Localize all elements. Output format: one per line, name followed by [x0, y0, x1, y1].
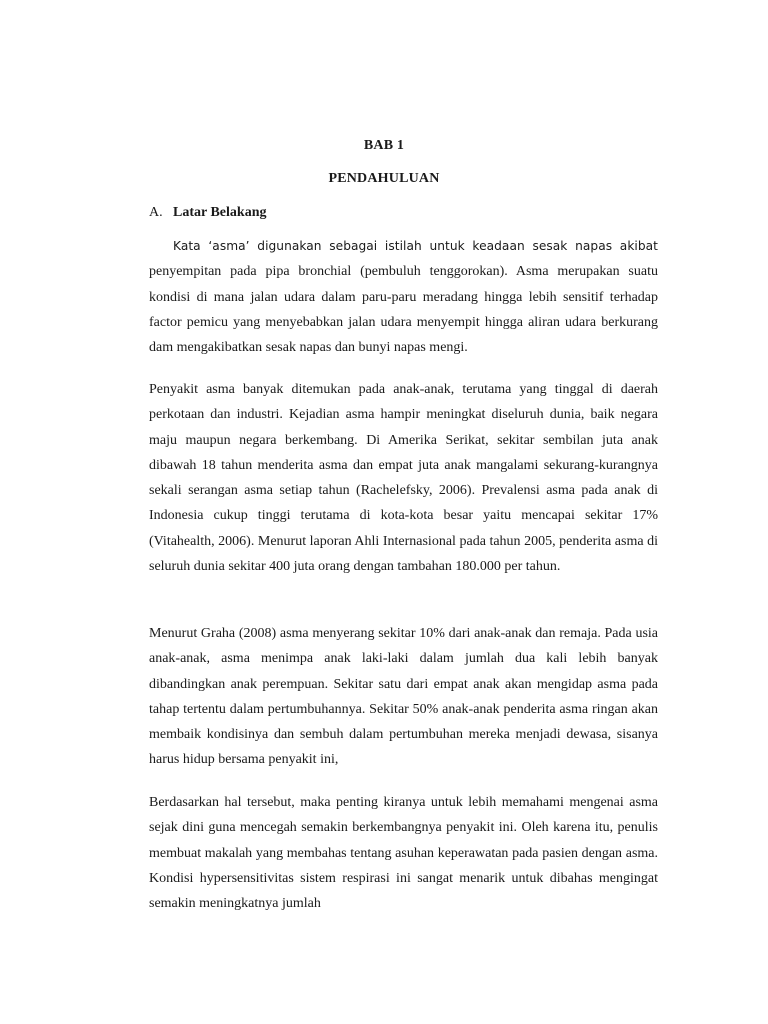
paragraph-3: Menurut Graha (2008) asma menyerang sekitar 10% dari anak-anak dan remaja. Pada usia anak-anak, asma menimpa anak laki-laki dalam jumlah dua kali lebih banyak dibandingkan anak perempuan. Sekitar satu dari empat anak akan mengidap asma pada tahap tertentu dalam pertumbuhannya. Sekitar 50% anak-anak penderita asma ringan akan membaik kondisinya dan sembuh dalam pertumbuhan mereka menjadi dewasa, sisanya harus hidup bersama penyakit ini, [149, 626, 658, 768]
section-number: A. [149, 205, 163, 220]
paragraph-1 [149, 234, 658, 360]
section-heading [149, 205, 266, 221]
paragraph-2: Penyakit asma banyak ditemukan pada anak-anak, terutama yang tinggal di daerah perkotaan dan industri. Kejadian asma hampir meningkat diseluruh dunia, baik negara maju maupun negara berkembang. Di Amerika Serikat, sekitar sembilan juta anak dibawah 18 tahun menderita asma dan empat juta anak mangalami sekurang-kurangnya sekali serangan asma setiap tahun (Rachelefsky, 2006). Prevalensi asma pada anak di Indonesia cukup tinggi terutama di kota-kota besar yaitu mencapai sekitar 17% (Vitahealth, 2006). Menurut laporan Ahli Internasional pada tahun 2005, penderita asma di seluruh dunia sekitar 400 juta orang dengan tambahan 180.000 per tahun. [149, 382, 658, 575]
paragraph-4: Berdasarkan hal tersebut, maka penting kiranya untuk lebih memahami mengenai asma sejak dini guna mencegah semakin berkembangnya penyakit ini. Oleh karena itu, penulis membuat makalah yang membahas tentang asuhan keperawatan pada pasien dengan asma. Kondisi hypersensitivitas sistem respirasi ini sangat menarik untuk dibahas mengingat semakin meningkatnya jumlah [149, 795, 658, 912]
chapter-label: BAB 1 [363, 138, 405, 153]
chapter-title: PENDAHULUAN [328, 171, 440, 186]
paragraph-1-text: penyempitan pada pipa bronchial (pembuluh tenggorokan). Asma merupakan suatu kondisi di mana jalan udara dalam paru-paru meradang hingga lebih sensitif terhadap factor pemicu yang menyebabkan jalan udara menyempit hingga aliran udara berkurang dam mengakibatkan sesak napas dan bunyi napas mengi. [149, 264, 658, 356]
section-title: Latar Belakang [173, 205, 267, 220]
paragraph-1-first-line: Kata ‘asma’ digunakan sebagai istilah untuk keadaan sesak napas akibat [173, 239, 658, 253]
